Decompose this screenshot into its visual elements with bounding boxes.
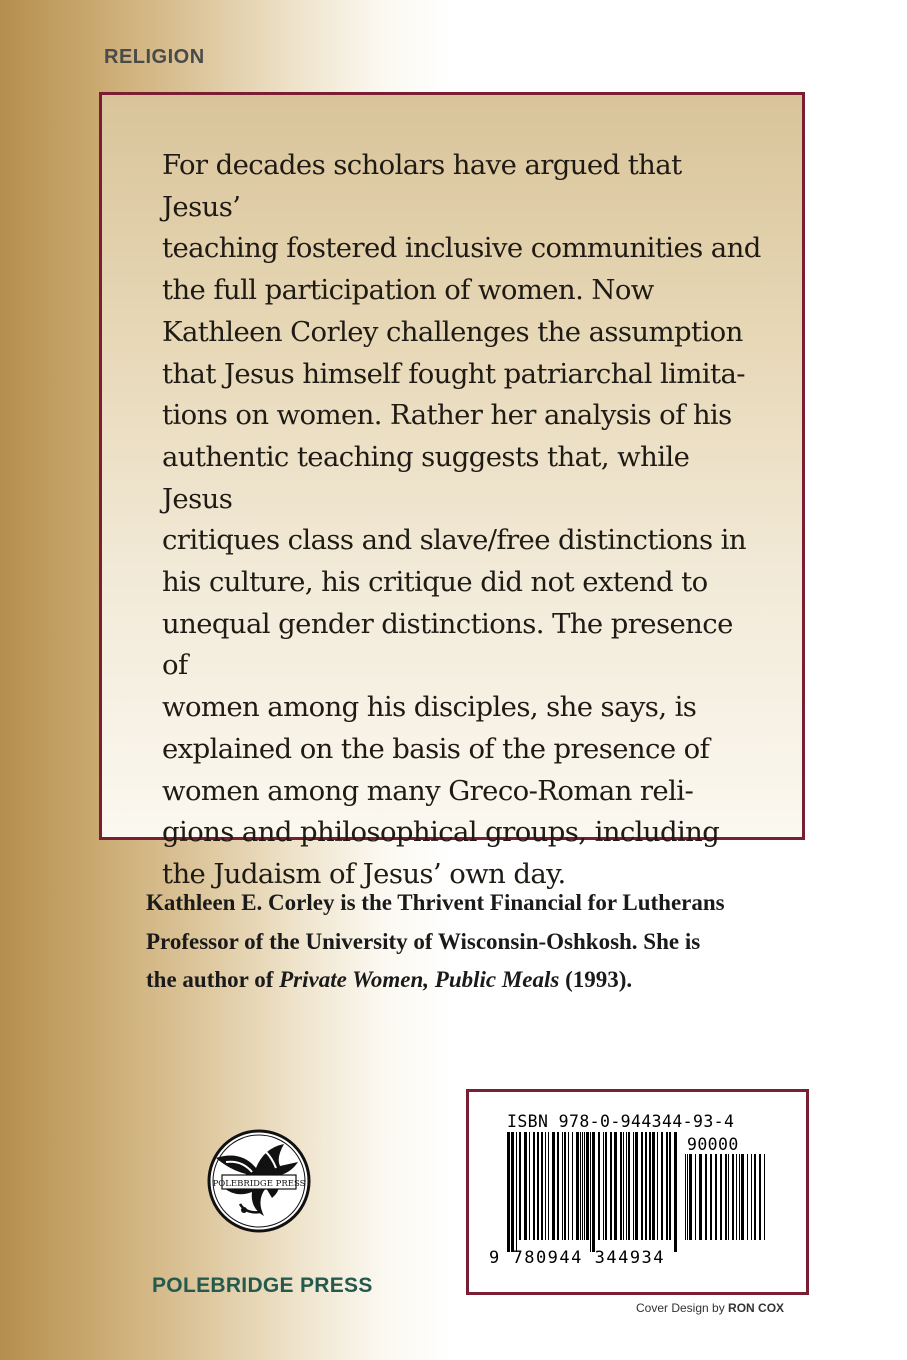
barcode-bar [507,1132,510,1252]
barcode-bar [715,1154,717,1240]
barcode-bar [652,1132,655,1240]
author-bio [146,884,806,1000]
bio-line-3-prefix: the author of [146,967,280,992]
designer-name: RON COX [728,1301,785,1315]
barcode-bar [661,1132,663,1240]
barcode-bar [728,1154,729,1240]
barcode-bar [552,1132,555,1240]
barcode-bar [736,1154,737,1240]
barcode-bar [610,1132,612,1240]
barcode-bar [747,1154,748,1240]
barcode-bar [739,1154,740,1240]
barcode-bar [605,1132,607,1240]
barcode-bar [657,1132,658,1240]
barcode-bar [645,1132,647,1240]
barcode-bar [576,1132,579,1240]
barcode-bar [685,1154,686,1240]
barcode-bar [689,1154,692,1240]
barcode-bar [754,1154,756,1240]
barcode-bar [564,1132,566,1240]
blurb-line: explained on the basis of the presence of [162,732,710,765]
barcode-bar [641,1132,643,1240]
blurb-line: tions on women. Rather her analysis of his [162,399,732,432]
barcode-frame [466,1089,809,1295]
blurb-frame [99,92,805,890]
bio-line-1: Kathleen E. Corley is the Thrivent Financial for Lutherans [146,890,725,915]
barcode-main-bars [507,1132,677,1252]
blurb-line: his culture, his critique did not extend to [162,566,708,599]
barcode-bar [764,1154,765,1240]
blurb-line: that Jesus himself fought patriarchal limita- [162,357,745,390]
barcode-bar [537,1132,539,1240]
blurb-line: the Judaism of Jesus’ own day. [162,857,566,890]
barcode-bar [557,1132,559,1240]
blurb-line: unequal gender distinctions. The presence of [162,607,733,682]
eagle-seal-icon [206,1128,312,1234]
barcode-bar [699,1154,702,1240]
cover-credit [636,1301,784,1315]
barcode-bar [598,1132,600,1240]
bio-line-3-suffix: (1993). [559,967,633,992]
credit-prefix: Cover Design by [636,1301,729,1315]
barcode-bar [741,1154,744,1240]
barcode-bar [695,1154,696,1240]
blurb-line: gions and philosophical groups, including [162,816,720,849]
isbn-number: ISBN 978-0-944344-93-4 [507,1112,735,1131]
ean-digits: 9 780944 344934 [489,1248,666,1268]
barcode-bar [720,1154,722,1240]
barcode-addon-bars [685,1154,767,1252]
category-label: RELIGION [104,46,205,68]
barcode-bar [751,1154,752,1240]
barcode-bar [635,1132,638,1240]
barcode-bar [533,1132,535,1240]
blurb-line: authentic teaching suggests that, while Jesus [162,440,690,515]
barcode-bar [710,1154,712,1240]
barcode-bar [725,1154,727,1240]
barcode-bar [633,1132,634,1240]
barcode-bar [548,1132,549,1240]
barcode-bar [603,1132,604,1240]
barcode-bar [519,1132,521,1240]
barcode-bar [568,1132,569,1240]
barcode-bar [674,1132,677,1252]
blurb-line: Kathleen Corley challenges the assumption [162,315,743,348]
barcode-bar [524,1132,527,1240]
barcode-bar [586,1132,589,1240]
blurb-line: the full participation of women. Now [162,274,654,307]
barcode-bar [582,1132,583,1240]
blurb-line: women among his disciples, she says, is [162,691,697,724]
blurb-line: critiques class and slave/free distinctions in [162,524,746,557]
book-title: Private Women, Public Meals [279,967,560,992]
blurb-text [162,145,762,896]
bio-line-2: Professor of the University of Wisconsin-Oshkosh. She is [146,928,701,954]
barcode-bar [511,1132,514,1252]
barcode-bar [687,1154,688,1240]
barcode-bar [759,1154,761,1240]
barcode-bar [529,1132,530,1240]
price-code: 90000 [687,1135,739,1154]
blurb-line: women among many Greco-Roman reli- [162,774,694,807]
barcode-bar [541,1132,543,1240]
barcode-bar [669,1132,671,1240]
barcode-bar [666,1132,668,1240]
barcode-bar [705,1154,707,1240]
barcode-bar [584,1132,585,1240]
barcode-bar [626,1132,627,1240]
barcode-bar [545,1132,546,1240]
logo-text: POLEBRIDGE PRESS [212,1179,306,1189]
barcode-bar [628,1132,630,1240]
barcode-bar [516,1132,517,1252]
blurb-line: teaching fostered inclusive communities and [162,232,761,265]
blurb-line: For decades scholars have argued that Jesus’ [162,149,682,223]
publisher-name: POLEBRIDGE PRESS [152,1274,373,1297]
barcode-bar [614,1132,617,1240]
barcode-bar [572,1132,573,1240]
barcode-bar [580,1132,581,1240]
barcode-bar [562,1132,563,1240]
barcode-bar [592,1132,595,1252]
barcode-bar [623,1132,624,1240]
barcode-bar [732,1154,734,1240]
barcode-bar [649,1132,651,1240]
barcode-bar [620,1132,622,1240]
barcode-bar [590,1132,591,1252]
